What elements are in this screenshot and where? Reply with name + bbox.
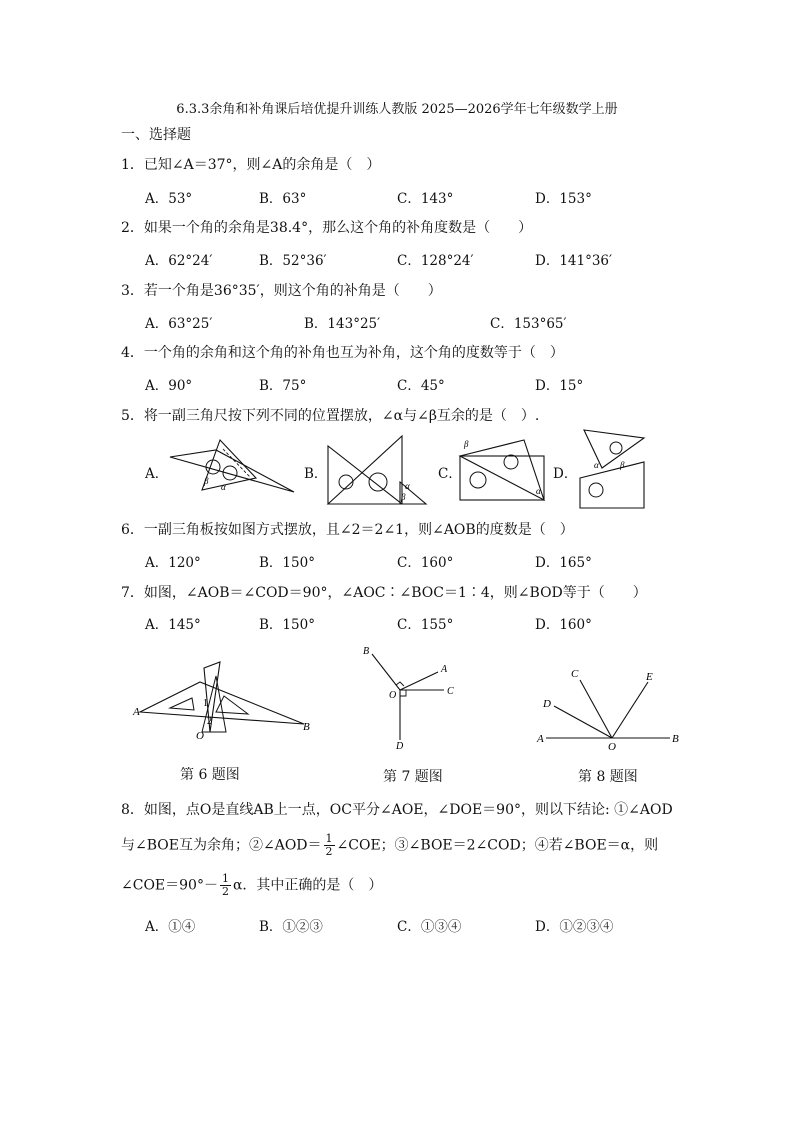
figure-6-caption: 第 6 题图 — [180, 767, 240, 783]
q8-line3-part-a: ∠COE＝90°－ — [121, 877, 218, 894]
point-b-label: B — [303, 721, 310, 733]
fraction-one-half — [220, 873, 231, 898]
q3-option-a[interactable]: A．63°25′ — [145, 316, 213, 332]
question-1-stem: 1．已知∠A＝37°，则∠A的余角是（ ） — [121, 157, 381, 173]
question-8-stem-line-3 — [121, 873, 382, 898]
alpha-label: α — [536, 486, 541, 496]
question-6-stem: 6．一副三角板按如图方式摆放，且∠2＝2∠1，则∠AOB的度数是（ ） — [121, 522, 574, 538]
page-title: 6.3.3余角和补角课后培优提升训练人教版 2025—2026学年七年级数学上册 — [176, 102, 618, 117]
q8-line3-part-b: α．其中正确的是（ ） — [232, 877, 383, 894]
point-a-label: A — [133, 706, 140, 718]
q2-option-b[interactable]: B．52°36′ — [259, 253, 327, 269]
point-a-label: A — [537, 733, 544, 745]
q3-option-c[interactable]: C．153°65′ — [490, 316, 567, 332]
question-4-stem: 4．一个角的余角和这个角的补角也互为补角，这个角的度数等于（ ） — [121, 345, 564, 361]
point-c-label: C — [447, 686, 454, 697]
fraction-numerator: 1 — [221, 872, 229, 885]
q2-option-a[interactable]: A．62°24′ — [145, 253, 213, 269]
question-2-stem: 2．如果一个角的余角是38.4°，那么这个角的补角度数是（ ） — [121, 220, 533, 236]
point-o-label: O — [608, 741, 616, 752]
point-a-label: A — [441, 664, 448, 675]
q5-option-a-label[interactable]: A． — [145, 466, 169, 482]
q8-option-c[interactable]: C．①③④ — [397, 919, 462, 935]
q1-option-d[interactable]: D．153° — [535, 191, 592, 207]
beta-label: β — [204, 476, 209, 486]
alpha-label: α — [405, 481, 410, 491]
figure-7-caption: 第 7 题图 — [383, 769, 443, 785]
q6-option-d[interactable]: D．165° — [535, 555, 592, 571]
angle-2-label: 2 — [207, 716, 212, 727]
q1-option-c[interactable]: C．143° — [397, 191, 454, 207]
q4-option-b[interactable]: B．75° — [259, 378, 307, 394]
alpha-label: α — [221, 482, 226, 492]
q2-option-c[interactable]: C．128°24′ — [397, 253, 474, 269]
q8-option-d[interactable]: D．①②③④ — [535, 919, 614, 935]
q5-option-d-label[interactable]: D． — [553, 466, 578, 482]
beta-label: β — [401, 492, 406, 502]
figure-8-caption: 第 8 题图 — [578, 769, 638, 785]
fraction-denominator: 2 — [221, 885, 229, 898]
figure-6-diagram — [128, 660, 318, 742]
q2-option-d[interactable]: D．141°36′ — [535, 253, 613, 269]
q7-option-d[interactable]: D．160° — [535, 617, 592, 633]
point-o-label: O — [196, 730, 204, 742]
q7-option-b[interactable]: B．150° — [259, 617, 315, 633]
point-c-label: C — [571, 668, 579, 680]
question-7-stem: 7．如图，∠AOB＝∠COD＝90°，∠AOC∶∠BOC＝1∶4，则∠BOD等于（ ） — [121, 585, 647, 601]
q8-option-b[interactable]: B．①②③ — [259, 919, 323, 935]
point-b-label: B — [672, 733, 679, 745]
q8-line2-part-b: ∠COE；③∠BOE＝2∠COD；④若∠BOE＝α，则 — [336, 837, 659, 854]
beta-label: β — [620, 460, 625, 470]
q7-option-a[interactable]: A．145° — [145, 617, 201, 633]
question-5-stem: 5．将一副三角尺按下列不同的位置摆放，∠α与∠β互余的是（ ）. — [121, 408, 540, 424]
figure-8-diagram — [534, 664, 688, 752]
q5-option-b-label[interactable]: B． — [304, 466, 328, 482]
q4-option-d[interactable]: D．15° — [535, 378, 584, 394]
q5-figure-b[interactable] — [322, 432, 432, 508]
point-d-label: D — [396, 741, 404, 752]
alpha-label: α — [594, 460, 599, 470]
q8-line2-part-a: 与∠BOE互为余角；②∠AOD＝ — [121, 837, 322, 854]
beta-label: β — [464, 439, 469, 449]
q4-option-a[interactable]: A．90° — [145, 378, 193, 394]
question-3-stem: 3．若一个角是36°35′，则这个角的补角是（ ） — [121, 283, 442, 299]
q5-figure-c[interactable] — [456, 436, 550, 504]
fraction-one-half — [324, 833, 335, 858]
q5-figure-a[interactable] — [166, 438, 298, 498]
fraction-numerator: 1 — [325, 832, 333, 845]
angle-1-label: 1 — [203, 698, 208, 709]
q7-option-c[interactable]: C．155° — [397, 617, 454, 633]
q8-option-a[interactable]: A．①④ — [145, 919, 196, 935]
point-b-label: B — [363, 646, 370, 657]
q5-option-c-label[interactable]: C． — [438, 466, 462, 482]
question-8-stem-line-1: 8．如图，点O是直线AB上一点，OC平分∠AOE，∠DOE＝90°，则以下结论: ①∠AOD — [121, 802, 673, 818]
q6-option-a[interactable]: A．120° — [145, 555, 201, 571]
section-heading: 一、选择题 — [121, 127, 191, 143]
question-8-stem-line-2 — [121, 833, 658, 858]
point-o-label: O — [389, 690, 397, 701]
point-e-label: E — [646, 671, 653, 683]
q4-option-c[interactable]: C．45° — [397, 378, 445, 394]
q1-option-b[interactable]: B．63° — [259, 191, 307, 207]
q6-option-b[interactable]: B．150° — [259, 555, 315, 571]
point-d-label: D — [543, 698, 551, 710]
fraction-denominator: 2 — [325, 845, 333, 858]
q1-option-a[interactable]: A．53° — [145, 191, 193, 207]
q3-option-b[interactable]: B．143°25′ — [304, 316, 381, 332]
q6-option-c[interactable]: C．160° — [397, 555, 454, 571]
figure-7-diagram — [358, 642, 462, 752]
q5-figure-d[interactable] — [574, 428, 650, 514]
